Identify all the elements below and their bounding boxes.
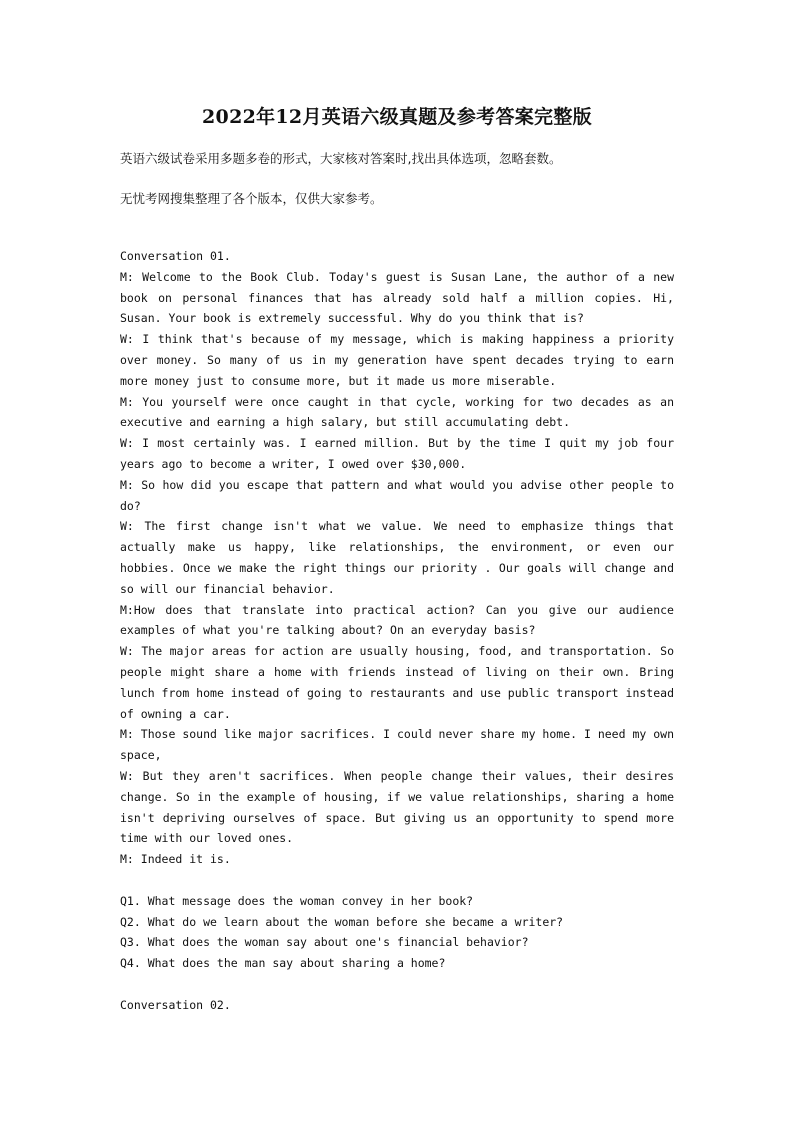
dialogue-line: M: Welcome to the Book Club. Today's guest is Susan Lane, the author of a new book on personal finances that has already sold half a million copies. Hi, Susan. Your book is extremely successful. Why do you think that is? [120, 269, 674, 326]
dialogue-line: M: So how did you escape that pattern and what would you advise other people to do? [120, 477, 674, 513]
dialogue-line: M: Indeed it is. [120, 852, 231, 867]
page-title: 2022年12月英语六级真题及参考答案完整版 [202, 106, 592, 128]
dialogue-line: W: But they aren't sacrifices. When people change their values, their desires change. So in the example of housing, if we value relationships, sharing a home isn't depriving ourselves of space. But giving us an opportunity to spend more time with our loved ones. [120, 768, 674, 846]
dialogue-line: W: I most certainly was. I earned million. But by the time I quit my job four years ago to become a writer, I owed over $30,000. [120, 436, 674, 471]
question-item: Q3. What does the woman say about one's financial behavior? [120, 935, 529, 950]
dialogue-line: W: The first change isn't what we value. We need to emphasize things that actually make us happy, like relationships, the environment, or even our hobbies. Once we make the right things our priority . Our goals will change and so will our financial behavior. [120, 519, 674, 596]
dialogue-line: M: Those sound like major sacrifices. I could never share my home. I need my own space, [120, 727, 674, 763]
question-item: Q1. What message does the woman convey in her book? [120, 893, 474, 908]
dialogue-line: M: You yourself were once caught in that cycle, working for two decades as an executive and earning a high salary, but still accumulating debt. [120, 394, 674, 430]
question-item: Q2. What do we learn about the woman before she became a writer? [120, 914, 564, 929]
spacer [120, 870, 674, 891]
conversation-1-heading: Conversation 01. [120, 249, 231, 263]
transcript-body [120, 246, 674, 1015]
intro-line-1: 英语六级试卷采用多题多卷的形式，大家核对答案时,找出具体选项，忽略套数。 [120, 151, 562, 166]
spacer [120, 974, 674, 995]
dialogue-line: W: I think that's because of my message, which is making happiness a priority over money. So many of us in my generation have spent decades trying to earn more money just to consume more, but it made us more miserable. [120, 332, 674, 388]
dialogue-line: M:How does that translate into practical action? Can you give our audience examples of what you're talking about? On an everyday basis? [120, 602, 674, 638]
intro-line-2: 无忧考网搜集整理了各个版本，仅供大家参考。 [120, 191, 383, 206]
question-item: Q4. What does the man say about sharing a home? [120, 956, 446, 971]
conversation-2-heading: Conversation 02. [120, 997, 231, 1012]
dialogue-line: W: The major areas for action are usually housing, food, and transportation. So people might share a home with friends instead of living on their own. Bring lunch from home instead of going to restaurants and use public transport instead of owning a car. [120, 644, 674, 721]
